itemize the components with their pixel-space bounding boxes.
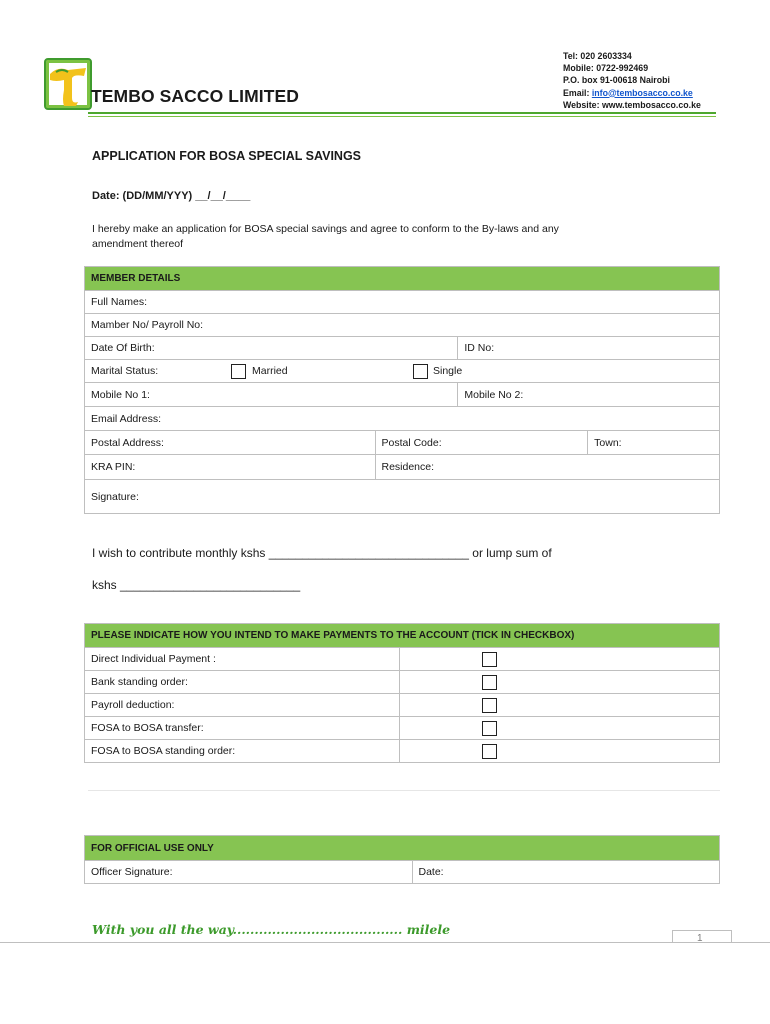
single-checkbox[interactable]	[413, 364, 428, 379]
married-label: Married	[252, 365, 288, 377]
company-name: TEMBO SACCO LIMITED	[91, 86, 300, 106]
member-details-table	[84, 266, 720, 514]
mobile-no-1-field[interactable]: Mobile No 1:	[85, 383, 458, 407]
member-details-heading: MEMBER DETAILS	[85, 267, 720, 291]
married-checkbox[interactable]	[231, 364, 246, 379]
header-divider-thin	[88, 116, 716, 117]
tembo-logo	[44, 58, 92, 110]
date-field[interactable]: Date: (DD/MM/YYY) __/__/____	[92, 190, 251, 202]
payment-option-label: FOSA to BOSA transfer:	[85, 717, 400, 740]
po-box-text: P.O. box 91-00618 Nairobi	[563, 75, 670, 86]
fosa-standing-order-checkbox[interactable]	[482, 744, 497, 759]
form-title: APPLICATION FOR BOSA SPECIAL SAVINGS	[92, 149, 362, 163]
payment-option-cell	[400, 648, 720, 671]
mobile-no-2-field[interactable]: Mobile No 2:	[458, 383, 720, 407]
official-use-table	[84, 835, 720, 884]
email-address-field[interactable]: Email Address:	[85, 407, 720, 431]
payment-option-label: Bank standing order:	[85, 671, 400, 694]
footer-line	[0, 942, 770, 943]
payment-option-label: Direct Individual Payment :	[85, 648, 400, 671]
payment-option-cell	[400, 740, 720, 763]
kra-pin-field[interactable]: KRA PIN:	[85, 455, 376, 480]
tel-text: Tel: 020 2603334	[563, 51, 632, 61]
payment-option-label: Payroll deduction:	[85, 694, 400, 717]
email-link[interactable]: info@tembosacco.co.ke	[591, 87, 693, 98]
lump-sum-line[interactable]: kshs ___________________________	[92, 578, 301, 592]
declaration-text: I hereby make an application for BOSA special savings and agree to conform to the By-laws and any amendment thereof	[92, 223, 559, 250]
payment-option-cell	[400, 671, 720, 694]
marital-status-label: Marital Status:	[91, 365, 159, 377]
website-text: Website: www.tembosacco.co.ke	[563, 99, 701, 110]
residence-field[interactable]: Residence:	[375, 455, 720, 480]
postal-code-field[interactable]: Postal Code:	[375, 431, 588, 455]
bank-standing-order-checkbox[interactable]	[482, 675, 497, 690]
id-no-field[interactable]: ID No:	[458, 337, 720, 360]
signature-field[interactable]: Signature:	[85, 480, 720, 514]
member-no-field[interactable]: Mamber No/ Payroll No:	[85, 314, 720, 337]
payroll-deduction-checkbox[interactable]	[482, 698, 497, 713]
full-names-field[interactable]: Full Names:	[85, 291, 720, 314]
payment-option-cell	[400, 717, 720, 740]
postal-address-field[interactable]: Postal Address:	[85, 431, 376, 455]
official-use-heading: FOR OFFICIAL USE ONLY	[85, 836, 720, 861]
page-number: 1	[697, 933, 703, 944]
single-label: Single	[433, 365, 463, 377]
payment-option-label: FOSA to BOSA standing order:	[85, 740, 400, 763]
payment-option-cell	[400, 694, 720, 717]
section-divider	[88, 790, 720, 791]
officer-signature-field[interactable]: Officer Signature:	[85, 861, 413, 884]
payment-methods-heading: PLEASE INDICATE HOW YOU INTEND TO MAKE PAYMENTS TO THE ACCOUNT (TICK IN CHECKBOX)	[85, 624, 720, 648]
official-date-field[interactable]: Date:	[412, 861, 720, 884]
dob-field[interactable]: Date Of Birth:	[85, 337, 458, 360]
mobile-text: Mobile: 0722-992469	[563, 63, 649, 74]
contact-block	[563, 50, 701, 111]
slogan: With you all the way....................................... milele	[92, 922, 451, 937]
fosa-transfer-checkbox[interactable]	[482, 721, 497, 736]
direct-payment-checkbox[interactable]	[482, 652, 497, 667]
marital-status-row	[85, 360, 720, 383]
tembo-logo-icon	[46, 60, 90, 108]
email-row	[563, 87, 701, 99]
monthly-contribution-line[interactable]: I wish to contribute monthly kshs ______________________________ or lump sum of	[92, 546, 552, 560]
email-label: Email:	[563, 87, 592, 98]
payment-methods-table	[84, 623, 720, 763]
header-divider	[88, 112, 716, 114]
town-field[interactable]: Town:	[588, 431, 720, 455]
